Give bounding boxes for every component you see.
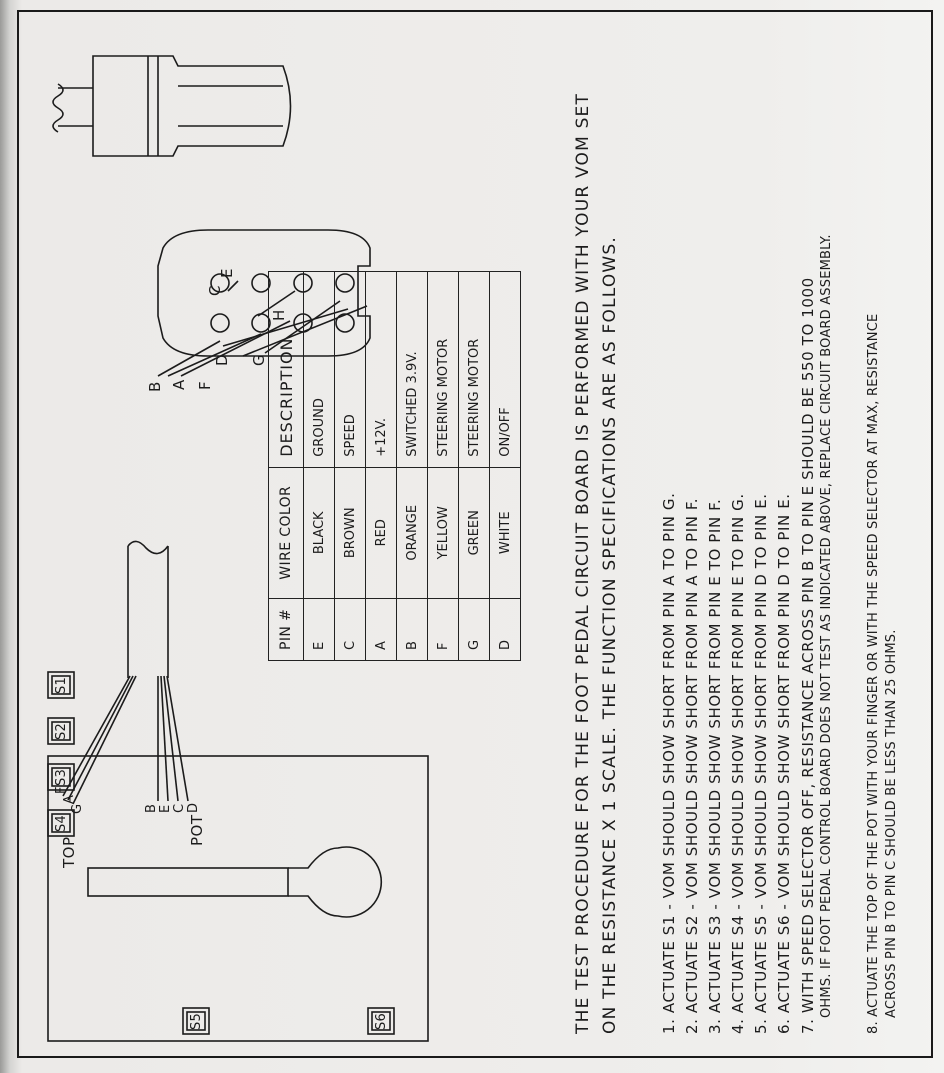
cell-description: ON/OFF [490,271,521,467]
step-5: 5. ACTUATE S5 - VOM SHOULD SHOW SHORT FROM PIN D TO PIN E. [752,493,770,1034]
table-row [366,271,397,660]
cable-cut [128,541,168,553]
cell-wire-color: RED [366,467,397,598]
switch-boxes [48,672,394,1034]
table-header-row [269,271,304,660]
cell-description: SWITCHED 3.9V. [397,271,428,467]
step-8-line-1: 8. ACTUATE THE TOP OF THE POT WITH YOUR FINGER OR WITH THE SPEED SELECTOR AT MAX, RESISTANCE [866,313,881,1034]
cell-description: GROUND [304,271,335,467]
cell-wire-color: GREEN [459,467,490,598]
pin-label-g: G [250,353,268,366]
plug-cord [58,88,93,126]
top-label: TOP [60,836,78,868]
cell-description: STEERING MOTOR [459,271,490,467]
cell-wire-color: YELLOW [428,467,459,598]
pin-wire-table [268,271,521,661]
step-8-line-2: ACROSS PIN B TO PIN C SHOULD BE LESS THAN 25 OHMS. [884,629,899,1018]
switch-label-s3: S3 [54,769,69,786]
pin-label-e: E [218,268,236,278]
pin-label-a: A [170,379,188,390]
pin-label-b: B [146,381,164,392]
cell-pin: A [366,598,397,660]
pin-label-h: H [270,309,288,321]
wire-letter-g: G [70,803,85,814]
cell-pin: E [304,598,335,660]
table-row [304,271,335,660]
wire-letter-e: E [158,804,173,813]
plug-cord-cut [53,84,63,132]
step-4: 4. ACTUATE S4 - VOM SHOULD SHOW SHORT FROM PIN E TO PIN G. [729,493,747,1034]
switch-label-s4: S4 [54,815,69,832]
intro-line-2: ON THE RESISTANCE X 1 SCALE. THE FUNCTION SPECIFICATIONS ARE AS FOLLOWS. [600,235,620,1034]
pot-knob [288,847,381,917]
table-row [490,271,521,660]
cell-pin: G [459,598,490,660]
header-description: DESCRIPTION [269,271,304,467]
pin-label-d: D [213,353,231,366]
wire-letter-d: D [186,802,201,813]
table-row [459,271,490,660]
header-wire-color: WIRE COLOR [269,467,304,598]
circuit-board-outline [48,756,428,1041]
step-7-line-2: OHMS. IF FOOT PEDAL CONTROL BOARD DOES NOT TEST AS INDICATED ABOVE, REPLACE CIRCUIT BOARD ASSEMBLY. [819,234,834,1018]
board-wires [63,676,188,804]
pin-label-c: C [206,285,224,296]
step-7-line-1: 7. WITH SPEED SELECTOR OFF, RESISTANCE ACROSS PIN B TO PIN E SHOULD BE 550 TO 1000 [799,277,817,1034]
switch-label-s5: S5 [189,1013,204,1030]
cell-wire-color: WHITE [490,467,521,598]
wire-letter-f: F [54,786,69,794]
step-3: 3. ACTUATE S3 - VOM SHOULD SHOW SHORT FROM PIN E TO PIN F. [706,498,724,1034]
plug-body [93,56,291,156]
switch-label-s2: S2 [54,723,69,740]
cell-pin: F [428,598,459,660]
step-1: 1. ACTUATE S1 - VOM SHOULD SHOW SHORT FROM PIN A TO PIN G. [660,492,678,1034]
table-row [397,271,428,660]
wire-letter-c: C [172,803,187,813]
pin-label-f: F [196,380,214,390]
cell-pin: B [397,598,428,660]
cell-wire-color: BLACK [304,467,335,598]
cell-wire-color: BROWN [335,467,366,598]
cell-pin: C [335,598,366,660]
pot-body [88,868,288,896]
step-6: 6. ACTUATE S6 - VOM SHOULD SHOW SHORT FROM PIN D TO PIN E. [775,493,793,1034]
cell-pin: D [490,598,521,660]
cell-description: STEERING MOTOR [428,271,459,467]
wire-letter-b: B [144,803,159,813]
table-row [335,271,366,660]
rotated-diagram-content [18,12,932,1056]
wire-letter-a: A [62,794,77,804]
intro-line-1: THE TEST PROCEDURE FOR THE FOOT PEDAL CIRCUIT BOARD IS PERFORMED WITH YOUR VOM SET [573,92,593,1034]
step-2: 2. ACTUATE S2 - VOM SHOULD SHOW SHORT FROM PIN A TO PIN F. [683,497,701,1034]
plug-details [148,56,283,156]
pot-label: POT [188,814,206,846]
header-pin: PIN # [269,598,304,660]
cell-wire-color: ORANGE [397,467,428,598]
table-row [428,271,459,660]
cell-description: +12V. [366,271,397,467]
cable-jacket [128,546,168,678]
switch-label-s1: S1 [54,677,69,694]
cell-description: SPEED [335,271,366,467]
switch-label-s6: S6 [374,1013,389,1030]
